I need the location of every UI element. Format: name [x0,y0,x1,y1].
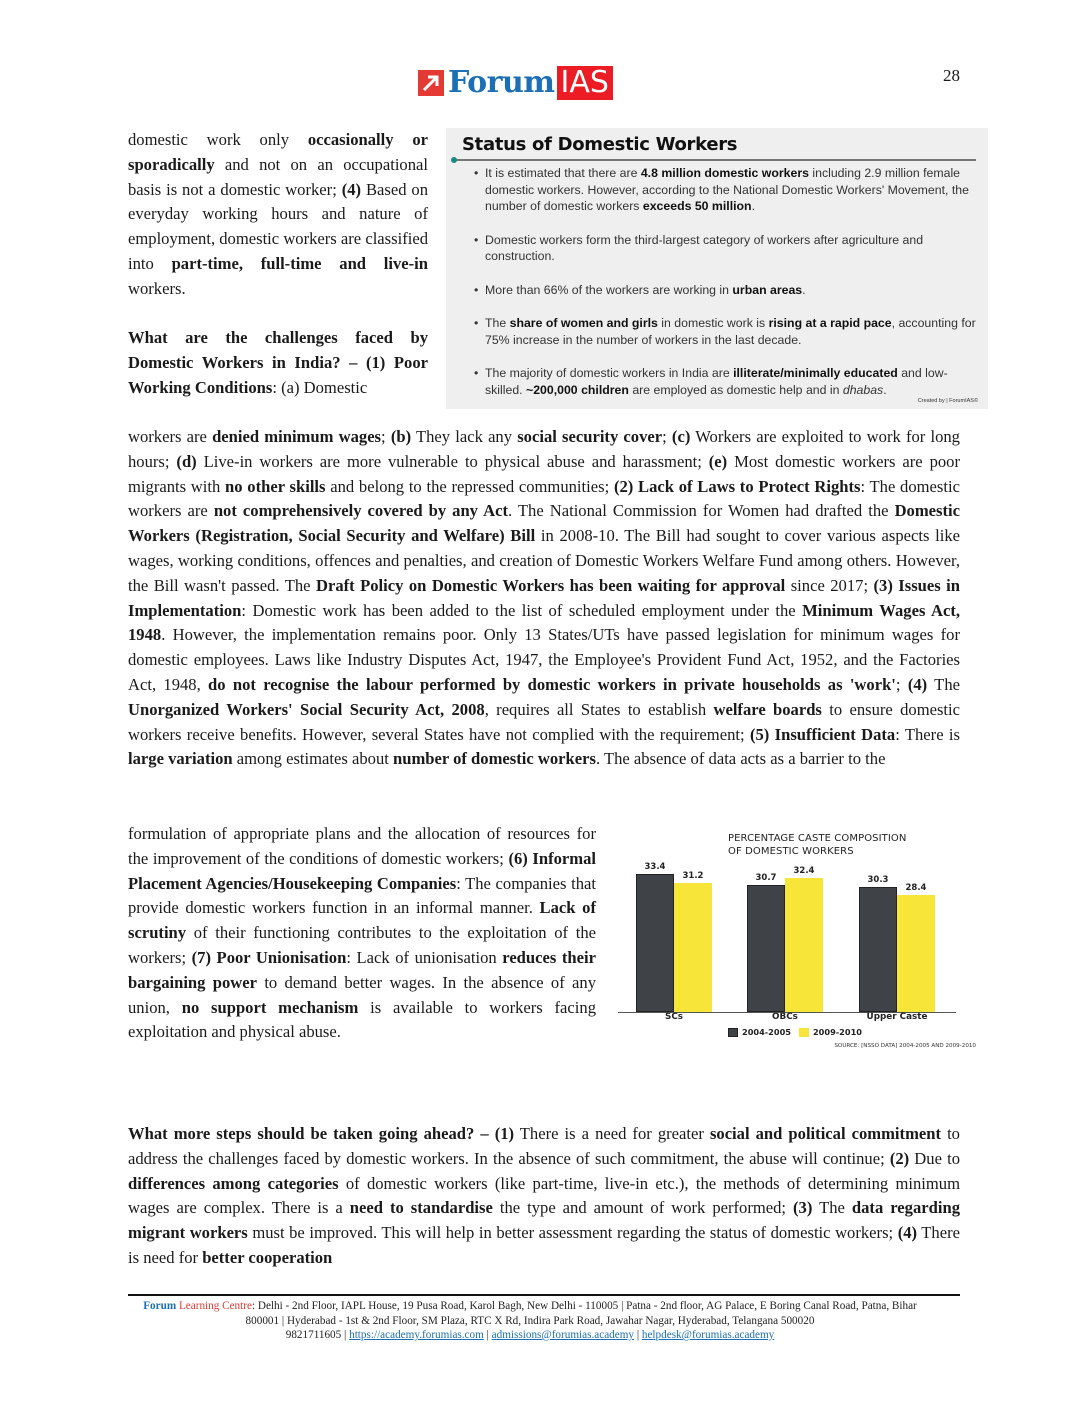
caste-composition-chart [616,828,982,1058]
bar-value-label: 30.7 [755,873,777,883]
legend-swatch-2009 [799,1028,809,1037]
bar-value-label: 28.4 [905,883,927,893]
page-number: 28 [943,66,960,85]
info-item: • Domestic workers form the third-largest category of workers after agriculture and construction. [474,232,976,265]
bar-value-label: 30.3 [867,875,889,885]
challenges-heading: What are the challenges faced by Domestic Workers in India? – (1) Poor Working Conditions: (a) Domestic [128,328,428,397]
footer-phone: 9821711605 [285,1329,342,1341]
footer-link-helpdesk[interactable]: helpdesk@forumias.academy [641,1329,775,1341]
divider [454,159,976,161]
footer: Forum Learning Centre: Delhi - 2nd Floor, IAPL House, 19 Pusa Road, Karol Bagh, New Delhi - 110005 | Patna - 2nd floor, AG Palace, E Boring Canal Road, Patna, Bihar 800001 | Hyderabad - 1st & 2nd Floor, SM Plaza, RTC X Rd, Indira Park Road, Jawahar Nagar, Hyderabad, Telangana 500020 9821711605 | https://academy.forumias.com | admissions@forumias.academy | helpdesk@forumias.academy [143,1300,917,1341]
info-item: • More than 66% of the workers are working in urban areas. [474,282,976,299]
bar-upper-caste-2004 [859,887,897,1012]
info-box-title: Status of Domestic Workers [462,134,738,155]
footer-forum: Forum [143,1300,177,1312]
info-item: • The majority of domestic workers in India are illiterate/minimally educated and low-skilled. ~200,000 children are employed as domestic help and in dhabas. [474,365,976,398]
footer-link-admissions[interactable]: admissions@forumias.academy [491,1329,635,1341]
category-label: Upper Caste [866,1012,928,1022]
challenges-paragraph: workers are denied minimum wages; (b) They lack any social security cover; (c) Workers are exploited to work for long hours; (d) Live-in workers are more vulnerable to physical abuse and harassment; (e) Most domestic workers are poor migrants with no other skills and belong to the repressed communities; (2) Lack of Laws to Protect Rights: The domestic workers are not comprehensively covered by any Act. The National Commission for Women had drafted the Domestic Workers (Registration, Social Security and Welfare) Bill in 2008-10. The Bill had sought to cover various aspects like wages, working conditions, offences and penalties, and creation of Domestic Workers Welfare Fund among others. However, the Bill wasn't passed. The Draft Policy on Domestic Workers has been waiting for approval since 2017; (3) Issues in Implementation: Domestic work has been added to the list of scheduled employment under the Minimum Wages Act, 1948. However, the implementation remains poor. Only 13 States/UTs have passed legislation for minimum wages for domestic employees. Laws like Industry Disputes Act, 1947, the Employee's Provident Fund Act, 1952, and the Factories Act, 1948, do not recognise the labour performed by domestic workers in private households as 'work'; (4) The Unorganized Workers' Social Security Act, 2008, requires all States to establish welfare boards to ensure domestic workers receive benefits. However, several States have not complied with the requirement; (5) Insufficient Data: There is large variation among estimates about number of domestic workers. The absence of data acts as a barrier to the [128,427,961,769]
chart-legend [728,1027,862,1037]
footer-divider [128,1294,960,1296]
footer-learning-centre: Learning Centre [176,1300,252,1312]
legend-label: 2004-2005 [742,1027,791,1037]
bar-value-label: 32.4 [793,866,815,876]
info-item: • It is estimated that there are 4.8 million domestic workers including 2.9 million female domestic workers. However, according to the National Domestic Workers' Movement, the number of domestic workers exceeds 50 million. [474,165,976,215]
bar-value-label: 31.2 [682,871,704,881]
chart-title: PERCENTAGE CASTE COMPOSITION OF DOMESTIC WORKERS [728,833,907,857]
logo-forum-text: Forum [448,65,555,100]
info-item: • The share of women and girls in domestic work is rising at a rapid pace, accounting for 75% increase in the number of workers in the last decade. [474,315,976,348]
footer-link-website[interactable]: https://academy.forumias.com [349,1329,484,1341]
logo-ias-text: IAS [557,66,613,100]
footer-address: Delhi - 2nd Floor, IAPL House, 19 Pusa Road, Karol Bagh, New Delhi - 110005 | Patna - 2nd floor, AG Palace, E Boring Canal Road, Patna, Bihar 800001 | Hyderabad - 1st & 2nd Floor, SM Plaza, RTC X Rd, Indira Park Road, Jawahar Nagar, Hyderabad, Telangana 500020 [245,1300,917,1327]
bar-scs-2009 [674,883,712,1012]
steps-paragraph: What more steps should be taken going ahead? – (1) There is a need for greater social and political commitment to address the challenges faced by domestic workers. In the absence of such commitment, the abuse will continue; (2) Due to differences among categories of domestic workers (like part-time, live-in etc.), the methods of determining minimum wages are complex. There is a need to standardise the type and amount of work performed; (3) The data regarding migrant workers must be improved. This will help in better assessment regarding the status of domestic workers; (4) There is need for better cooperation [128,1124,960,1267]
category-label: OBCs [772,1012,798,1022]
arrow-icon [418,70,444,96]
bar-obcs-2004 [747,885,785,1012]
legend-label: 2009-2010 [812,1027,862,1037]
bar-obcs-2009 [785,878,823,1012]
chart-source: SOURCE: [NSSO DATA] 2004-2005 AND 2009-2010 [834,1043,976,1049]
info-box-credit: Created by | ForumIAS© [917,398,978,404]
forumias-logo [418,66,613,100]
intro-paragraph [128,128,428,401]
dot-icon [451,157,457,163]
challenges-continued-paragraph: formulation of appropriate plans and the allocation of resources for the improvement of the conditions of domestic workers; (6) Informal Placement Agencies/Housekeeping Companies: The companies that provide domestic workers function in an informal manner. Lack of scrutiny of their functioning contributes to the exploitation of the workers; (7) Poor Unionisation: Lack of unionisation reduces their bargaining power to demand better wages. In the absence of any union, no support mechanism is available to workers facing exploitation and physical abuse. [128,824,596,1042]
category-label: SCs [664,1012,684,1022]
bar-scs-2004 [636,874,674,1012]
paragraph-classification: domestic work only occasionally or sporadically and not on an occupational basis is not a domestic worker; (4) Based on everyday working hours and nature of employment, domestic workers are classified into part-time, full-time and live-in workers. [128,130,429,298]
status-info-box [446,128,988,409]
info-list [456,165,976,398]
legend-swatch-2004 [728,1028,738,1037]
bar-value-label: 33.4 [644,862,666,872]
bar-upper-caste-2009 [897,895,935,1012]
